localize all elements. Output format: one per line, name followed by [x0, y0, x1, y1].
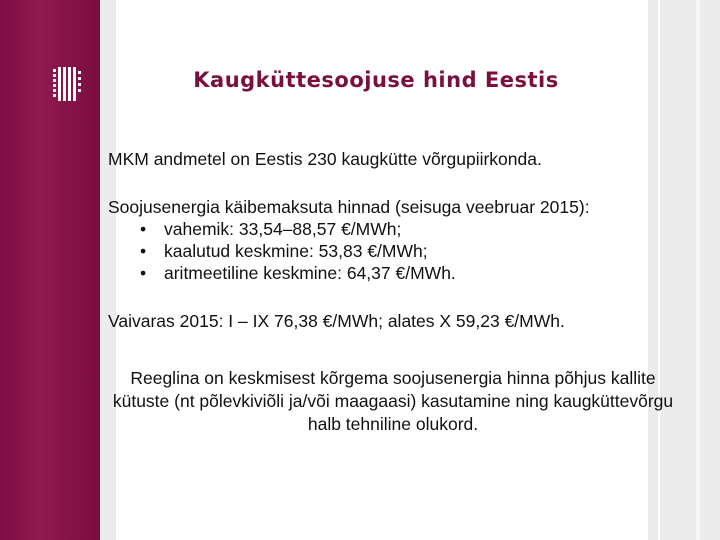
list-item	[108, 218, 668, 240]
slide-body	[108, 148, 668, 358]
list-item	[108, 240, 668, 262]
bullet-text: vahemik: 33,54–88,57 €/MWh;	[164, 219, 402, 239]
price-bullet-list	[108, 218, 668, 284]
slide-title: Kaugküttesoojuse hind Eestis	[193, 68, 559, 92]
right-band-inner	[696, 0, 700, 540]
sidebar-band	[0, 0, 100, 540]
university-logo-icon	[53, 67, 83, 101]
list-item	[108, 262, 668, 284]
bullet-text: aritmeetiline keskmine: 64,37 €/MWh.	[164, 263, 456, 283]
paragraph-prices-heading: Soojusenergia käibemaksuta hinnad (seisuga veebruar 2015):	[108, 197, 590, 217]
bullet-text: kaalutud keskmine: 53,83 €/MWh;	[164, 241, 428, 261]
bullet-dot: •	[140, 263, 147, 283]
paragraph-network-areas: MKM andmetel on Eestis 230 kaugkütte võrgupiirkonda.	[108, 149, 542, 169]
bullet-dot: •	[140, 241, 147, 261]
bullet-dot: •	[140, 219, 147, 239]
note-paragraph: Reeglina on keskmisest kõrgema soojusenergia hinna põhjus kallite kütuste (nt põlevkiviõli ja/või maagaasi) kasutamine ning kaugküttevõrgu halb tehniline olukord.	[112, 368, 674, 434]
right-band	[660, 0, 720, 540]
paragraph-vaivaras: Vaivaras 2015: I – IX 76,38 €/MWh; alates X 59,23 €/MWh.	[108, 311, 565, 331]
